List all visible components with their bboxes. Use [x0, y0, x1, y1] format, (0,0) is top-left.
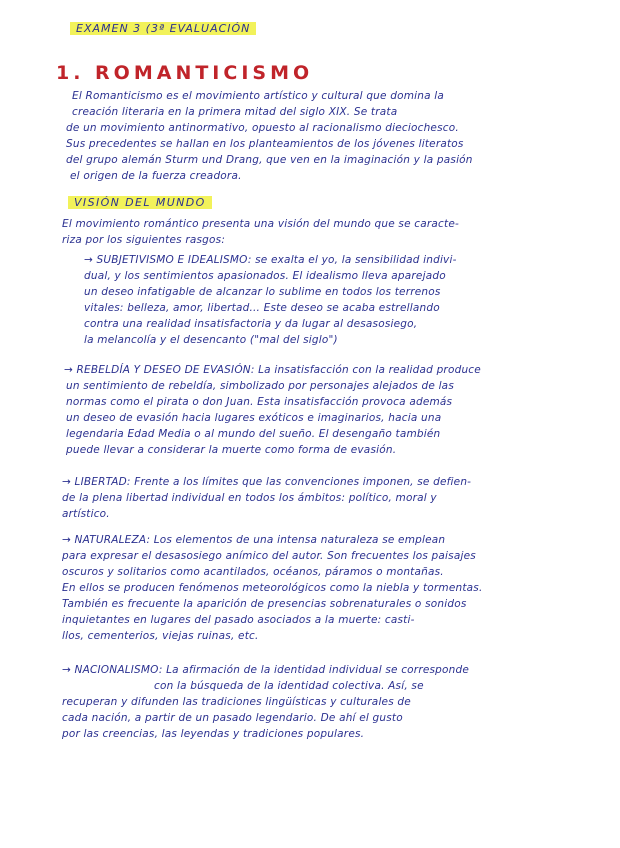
rebeldia-line: un deseo de evasión hacia lugares exóticos e imaginarios, hacia una — [66, 412, 442, 424]
intro-line: creación literaria en la primera mitad del siglo XIX. Se trata — [72, 106, 398, 118]
exam-header: EXAMEN 3 (3ª EVALUACIÓN — [70, 22, 256, 35]
rebeldia-line: → REBELDÍA Y DESEO DE EVASIÓN: La insatisfacción con la realidad produce — [64, 364, 481, 376]
rebeldia-line: puede llevar a considerar la muerte como forma de evasión. — [66, 444, 397, 456]
rebeldia-line: un sentimiento de rebeldía, simbolizado por personajes alejados de las — [66, 380, 454, 392]
subjetivismo-line: vitales: belleza, amor, libertad... Este deseo se acaba estrellando — [84, 302, 440, 314]
intro-line: Sus precedentes se hallan en los planteamientos de los jóvenes literatos — [66, 138, 464, 150]
vision-line: riza por los siguientes rasgos: — [62, 234, 226, 246]
subjetivismo-line: la melancolía y el desencanto ("mal del siglo") — [84, 334, 338, 346]
nacionalismo-line: → NACIONALISMO: La afirmación de la identidad individual se corresponde — [62, 664, 470, 676]
intro-line: el origen de la fuerza creadora. — [70, 170, 242, 182]
nacionalismo-line: con la búsqueda de la identidad colectiva. Así, se — [154, 680, 424, 692]
subjetivismo-line: un deseo infatigable de alcanzar lo sublime en todos los terrenos — [84, 286, 441, 298]
intro-line: El Romanticismo es el movimiento artístico y cultural que domina la — [72, 90, 445, 102]
rebeldia-line: normas como el pirata o don Juan. Esta insatisfacción provoca además — [66, 396, 453, 408]
libertad-line: artístico. — [62, 508, 110, 520]
nacionalismo-line: recuperan y difunden las tradiciones lingüísticas y culturales de — [62, 696, 411, 708]
naturaleza-line: inquietantes en lugares del pasado asociados a la muerte: casti- — [62, 614, 415, 626]
naturaleza-line: En ellos se producen fenómenos meteorológicos como la niebla y tormentas. — [62, 582, 483, 594]
subjetivismo-line: dual, y los sentimientos apasionados. El idealismo lleva aparejado — [84, 270, 446, 282]
vision-line: El movimiento romántico presenta una visión del mundo que se caracte- — [62, 218, 459, 230]
nacionalismo-line: cada nación, a partir de un pasado legendario. De ahí el gusto — [62, 712, 403, 724]
section-heading-vision: VISIÓN DEL MUNDO — [68, 196, 212, 209]
nacionalismo-line: por las creencias, las leyendas y tradiciones populares. — [62, 728, 365, 740]
naturaleza-line: llos, cementerios, viejas ruinas, etc. — [62, 630, 259, 642]
page-title: 1. ROMANTICISMO — [56, 62, 314, 84]
libertad-line: → LIBERTAD: Frente a los límites que las convenciones imponen, se defien- — [62, 476, 472, 488]
naturaleza-line: oscuros y solitarios como acantilados, océanos, páramos o montañas. — [62, 566, 444, 578]
libertad-line: de la plena libertad individual en todos los ámbitos: político, moral y — [62, 492, 437, 504]
rebeldia-line: legendaria Edad Media o al mundo del sueño. El desengaño también — [66, 428, 441, 440]
subjetivismo-line: → SUBJETIVISMO E IDEALISMO: se exalta el yo, la sensibilidad indivi- — [84, 254, 457, 266]
naturaleza-line: para expresar el desasosiego anímico del autor. Son frecuentes los paisajes — [62, 550, 476, 562]
intro-line: de un movimiento antinormativo, opuesto al racionalismo dieciochesco. — [66, 122, 459, 134]
intro-line: del grupo alemán Sturm und Drang, que ven en la imaginación y la pasión — [66, 154, 473, 166]
naturaleza-line: También es frecuente la aparición de presencias sobrenaturales o sonidos — [62, 598, 467, 610]
naturaleza-line: → NATURALEZA: Los elementos de una intensa naturaleza se emplean — [62, 534, 446, 546]
subjetivismo-line: contra una realidad insatisfactoria y da lugar al desasosiego, — [84, 318, 418, 330]
